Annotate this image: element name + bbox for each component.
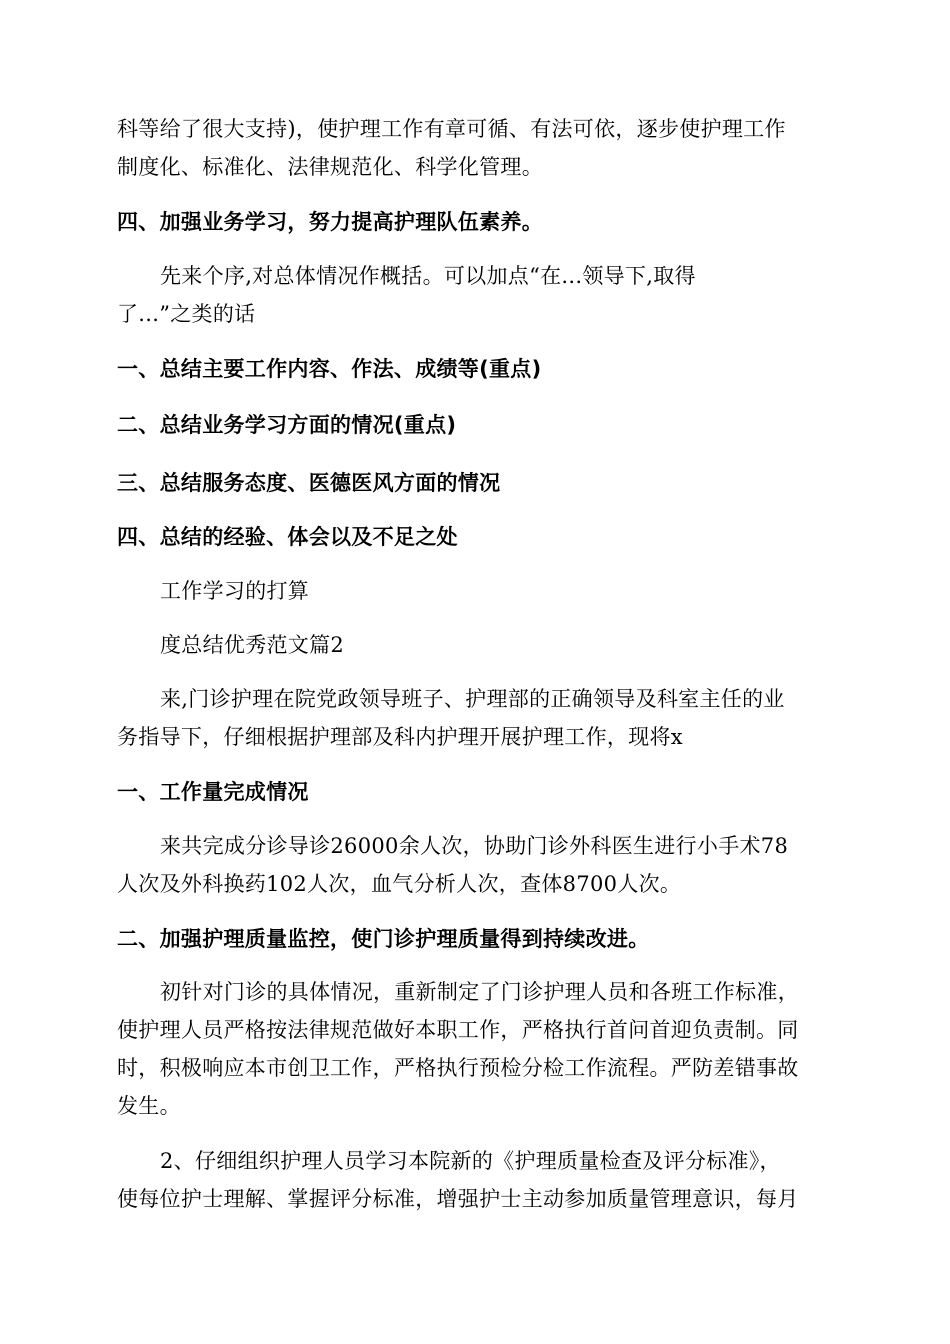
body-text-line: 来共完成分诊导诊26000余人次，协助门诊外科医生进行小手术78 [160,834,789,858]
body-text-line: 来,门诊护理在院党政领导班子、护理部的正确领导及科室主任的业 [160,687,785,711]
section-heading: 三、总结服务态度、医德医风方面的情况 [117,471,501,495]
body-text-line: 发生。 [117,1094,181,1118]
body-text-line: 工作学习的打算 [160,579,310,603]
body-text-line: 时，积极响应本市创卫工作，严格执行预检分检工作流程。严防差错事故 [117,1056,799,1080]
section-heading: 二、加强护理质量监控，使门诊护理质量得到持续改进。 [117,927,650,951]
section-heading: 一、工作量完成情况 [117,780,309,804]
section-heading: 二、总结业务学习方面的情况(重点) [117,413,457,437]
section-heading: 一、总结主要工作内容、作法、成绩等(重点) [117,357,542,381]
body-text-line: 人次及外科换药102人次，血气分析人次，查体8700人次。 [117,872,682,896]
section-heading: 四、加强业务学习，努力提高护理队伍素养。 [117,210,543,234]
section-heading: 四、总结的经验、体会以及不足之处 [117,525,458,549]
body-text-line: 2、仔细组织护理人员学习本院新的《护理质量检查及评分标准》， [160,1149,781,1173]
body-text-line: 使护理人员严格按法律规范做好本职工作，严格执行首问首迎负责制。同 [117,1018,799,1042]
body-text-line: 了...”之类的话 [117,302,256,326]
body-text-line: 先来个序,对总体情况作概括。可以加点“在...领导下,取得 [160,264,696,288]
body-text-line: 制度化、标准化、法律规范化、科学化管理。 [117,155,543,179]
body-text-line: 使每位护士理解、掌握评分标准，增强护士主动参加质量管理意识，每月 [117,1187,799,1211]
body-text-line: 科等给了很大支持)，使护理工作有章可循、有法可依，逐步使护理工作 [117,117,786,141]
body-text-line: 度总结优秀范文篇2 [160,633,345,657]
body-text-line: 务指导下，仔细根据护理部及科内护理开展护理工作，现将x [117,725,683,749]
body-text-line: 初针对门诊的具体情况，重新制定了门诊护理人员和各班工作标准， [160,980,799,1004]
